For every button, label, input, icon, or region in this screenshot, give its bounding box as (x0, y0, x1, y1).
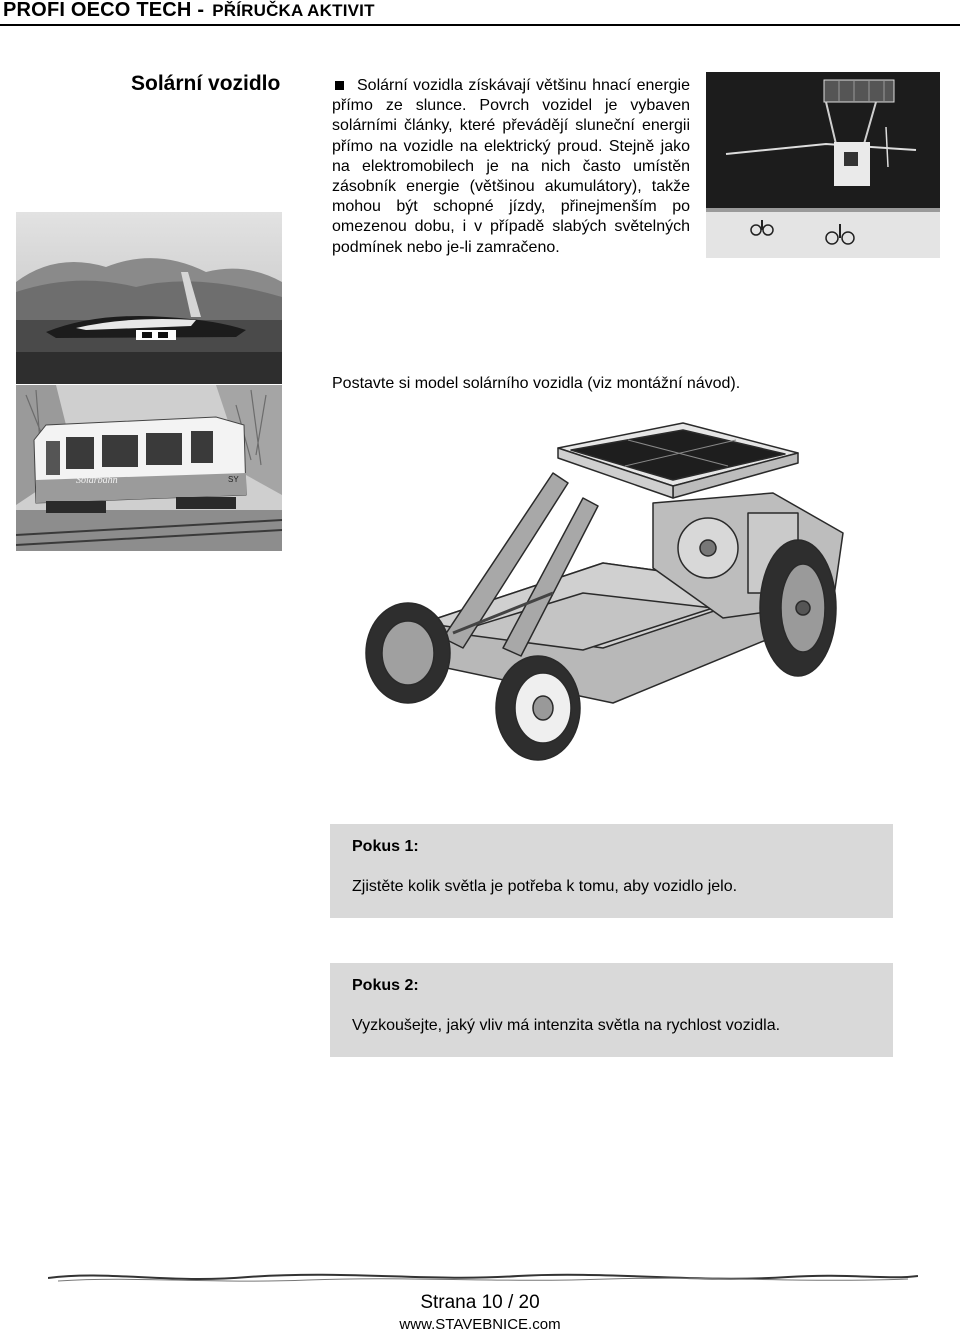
solar-vehicle-model-illustration (353, 418, 893, 763)
experiment-label: Pokus 2: (352, 977, 419, 994)
solar-train-photo (16, 385, 282, 551)
experiment-label: Pokus 1: (352, 838, 419, 855)
intro-text: Solární vozidla získávají většinu hnací energie přímo ze slunce. Povrch vozidel je vybaven solárními články, které převádějí sluneční energii přímo na vozidle na elektrický proud. Stejně jako na elektromobilech je na nich často umístěn zásobník energie (většinou akumulátory), takže mohou být schopné jízdy, přinejmenším po omezenou dobu, i v případě slabých světelných podmínek nebo je-li zamračeno. (332, 77, 690, 256)
header-subtitle: PŘÍRUČKA AKTIVIT (212, 1, 375, 20)
intro-paragraph (332, 76, 690, 258)
experiment-text: Zjistěte kolik světla je potřeba k tomu, aby vozidlo jelo. (352, 878, 738, 895)
page-header (0, 0, 960, 26)
build-instruction: Postavte si model solárního vozidla (viz montážní návod). (332, 375, 741, 392)
header-title: PROFI OECO TECH - (3, 0, 205, 21)
experiment-text: Vyzkoušejte, jaký vliv má intenzita světla na rychlost vozidla. (352, 1017, 781, 1034)
solar-aircraft-photo (706, 72, 940, 258)
train-number-text: SY (228, 475, 239, 484)
header-title-row (3, 0, 375, 22)
solar-car-photo (16, 212, 282, 384)
footer-decorative-line (48, 1268, 918, 1288)
bullet-icon (335, 81, 344, 90)
experiment-box-2 (330, 963, 893, 1057)
page-number: Strana 10 / 20 (420, 1292, 540, 1313)
experiment-box-1 (330, 824, 893, 918)
section-title: Solární vozidlo (131, 72, 281, 95)
train-sign-text: Solarbahn (76, 475, 118, 486)
website-link[interactable]: www.STAVEBNICE.com (399, 1316, 561, 1333)
